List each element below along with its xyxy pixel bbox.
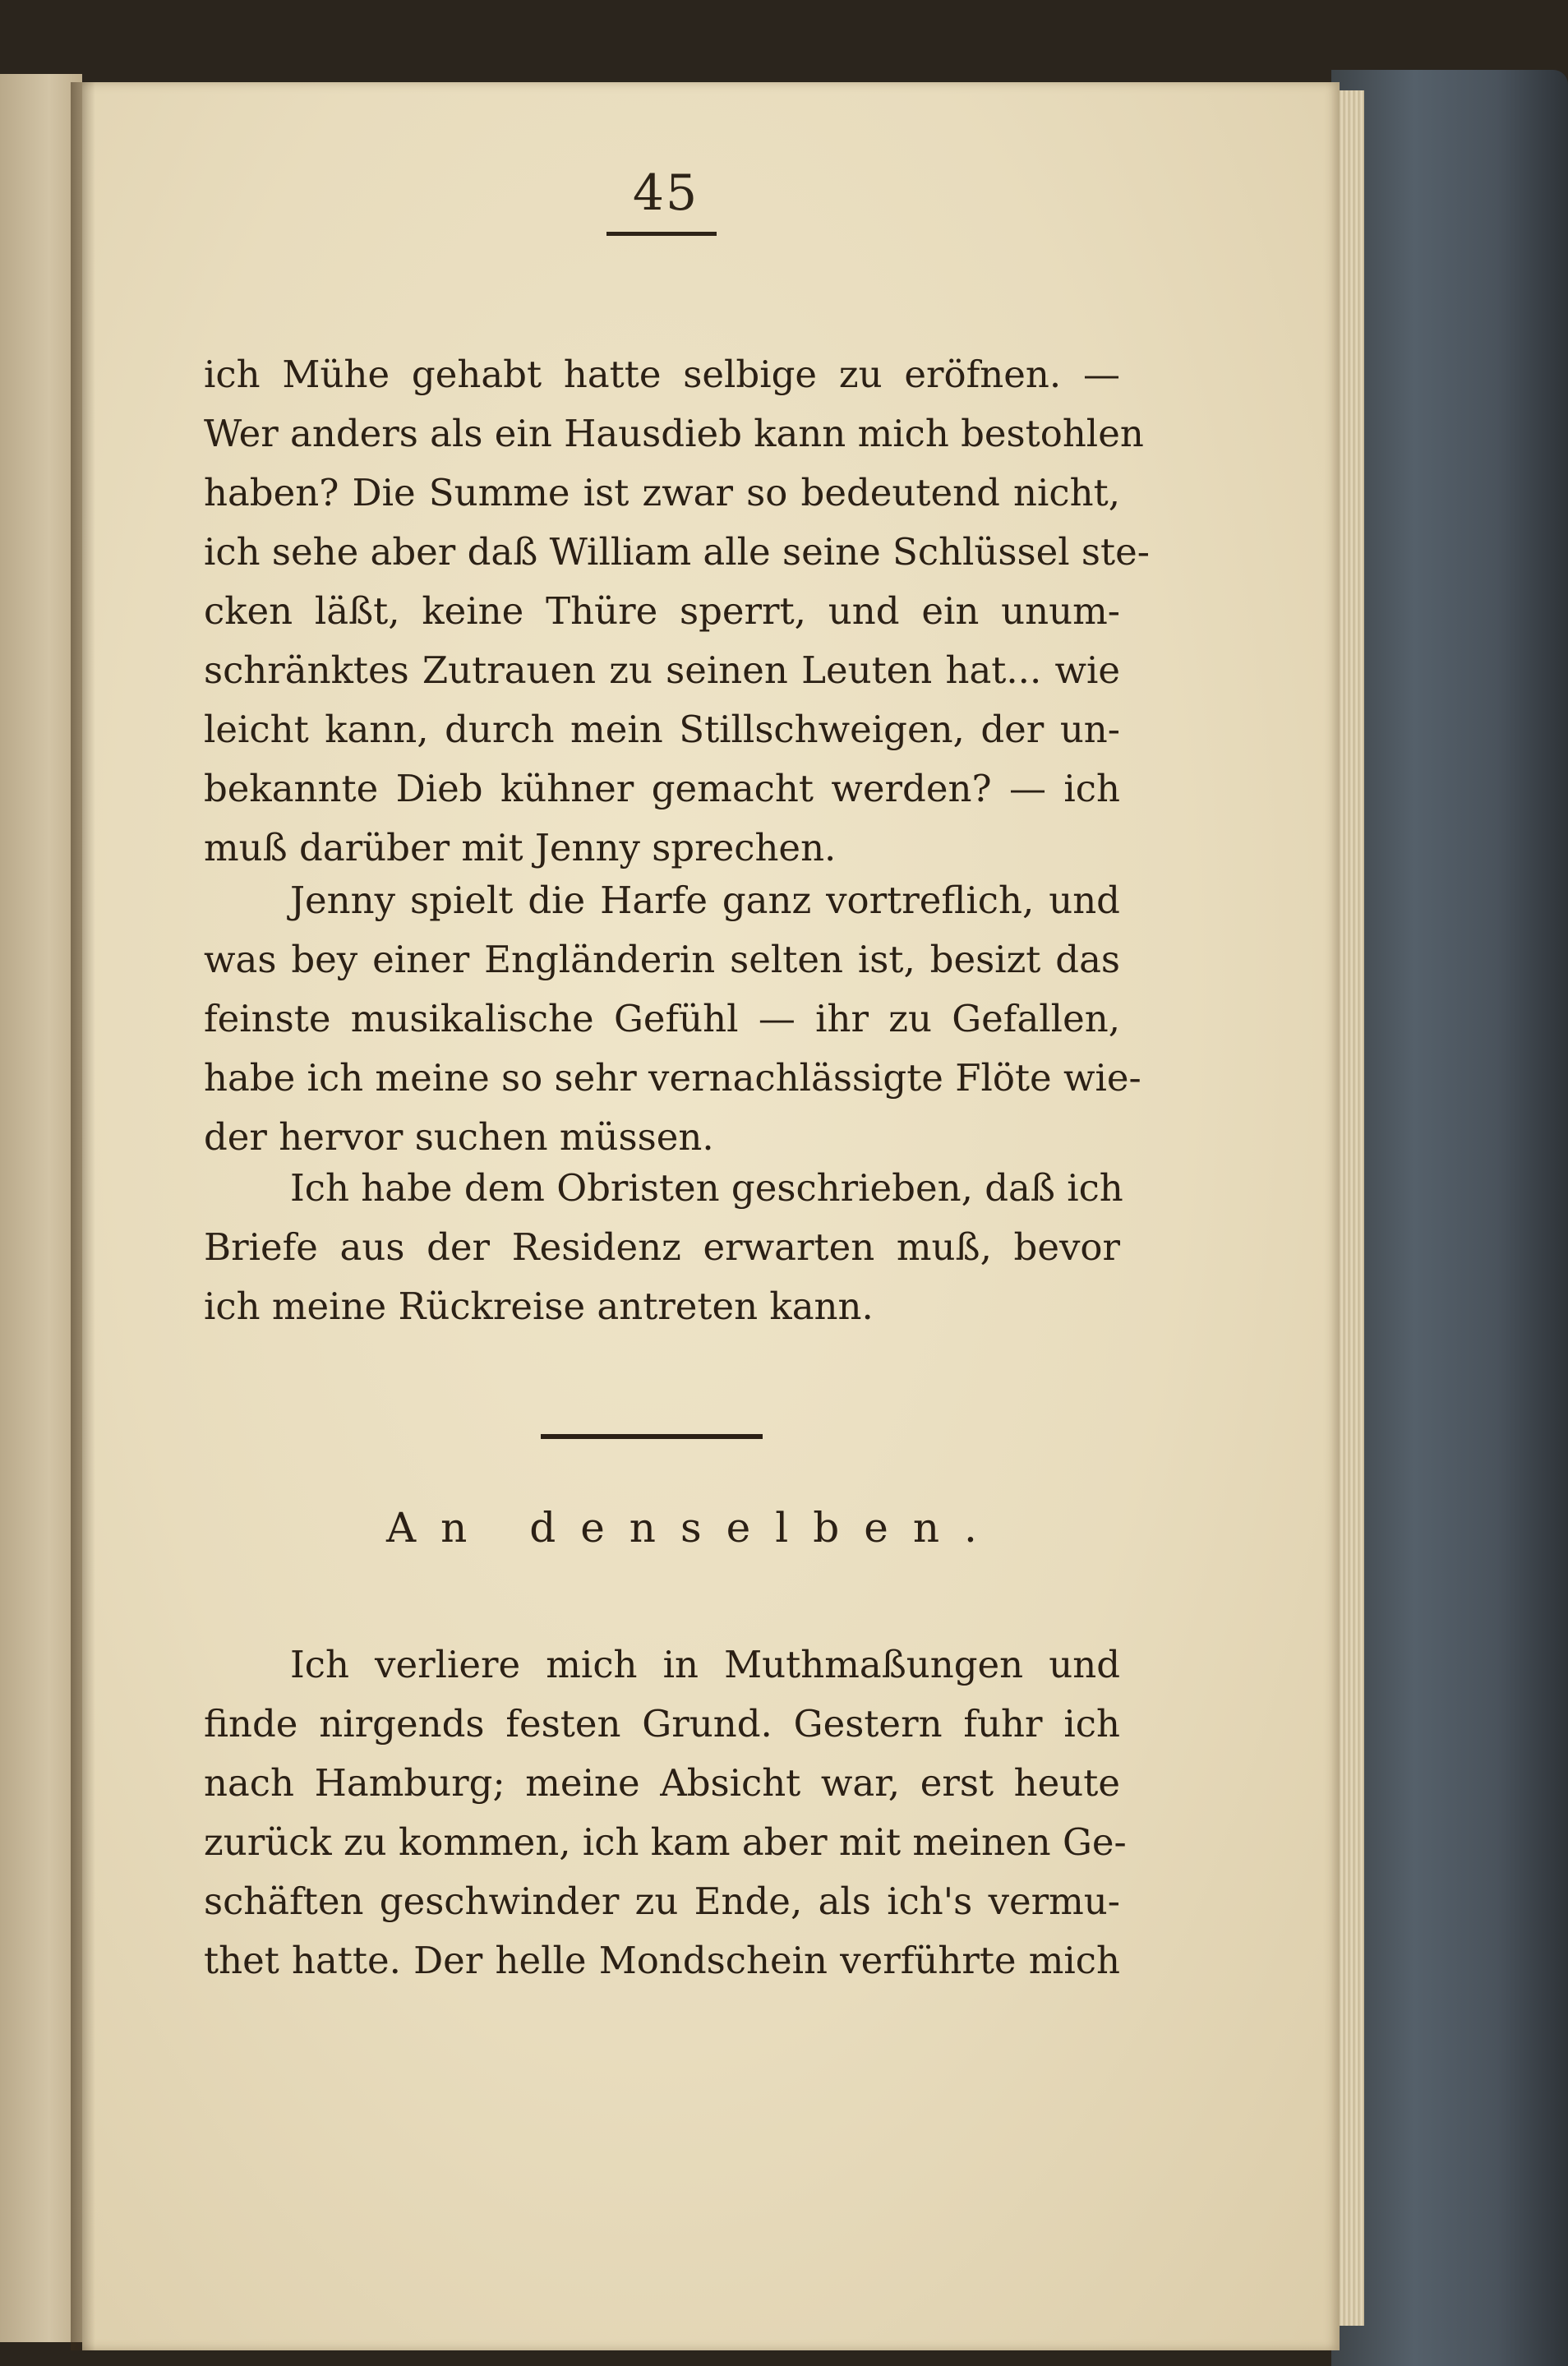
text-line: Briefe aus der Residenz erwarten muß, bevor bbox=[204, 1225, 1120, 1269]
text-line: finde nirgends festen Grund. Gestern fuhr ich bbox=[204, 1702, 1120, 1746]
text-line: bekannte Dieb kühner gemacht werden? — ich bbox=[204, 767, 1120, 810]
text-line: nach Hamburg; meine Absicht war, erst heute bbox=[204, 1761, 1120, 1805]
text-line: was bey einer Engländerin selten ist, besizt das bbox=[204, 938, 1120, 981]
section-heading: An denselben. bbox=[386, 1504, 1002, 1552]
text-line: schäften geschwinder zu Ende, als ich's vermu- bbox=[204, 1879, 1120, 1923]
paragraph-1 bbox=[204, 345, 1150, 878]
text-line: thet hatte. Der helle Mondschein verführte mich bbox=[204, 1939, 1120, 1982]
book-cover bbox=[1331, 70, 1568, 2366]
text-line: Jenny spielt die Harfe ganz vortreflich, und bbox=[290, 879, 1120, 922]
text-line: muß darüber mit Jenny sprechen. bbox=[204, 826, 837, 869]
text-line: der hervor suchen müssen. bbox=[204, 1115, 714, 1159]
previous-page-edge bbox=[0, 74, 82, 2342]
text-line: Ich habe dem Obristen geschrieben, daß ich bbox=[290, 1166, 1123, 1210]
paragraph-4 bbox=[204, 1635, 1127, 1990]
text-line: zurück zu kommen, ich kam aber mit meinen Ge- bbox=[204, 1820, 1127, 1864]
text-line: ich meine Rückreise antreten kann. bbox=[204, 1284, 874, 1328]
text-line: leicht kann, durch mein Stillschweigen, der un- bbox=[204, 708, 1120, 751]
paragraph-2 bbox=[204, 871, 1141, 1167]
text-line: Wer anders als ein Hausdieb kann mich bestohlen bbox=[204, 412, 1144, 455]
page-number: 45 bbox=[632, 164, 699, 222]
gutter-shadow bbox=[71, 82, 95, 2350]
text-line: ich Mühe gehabt hatte selbige zu eröfnen. — bbox=[204, 353, 1120, 396]
paragraph-3 bbox=[204, 1159, 1123, 1336]
text-line: Ich verliere mich in Muthmaßungen und bbox=[290, 1643, 1120, 1686]
text-line: habe ich meine so sehr vernachlässigte Flöte wie- bbox=[204, 1056, 1141, 1100]
page-number-underline bbox=[606, 232, 717, 236]
text-line: cken läßt, keine Thüre sperrt, und ein unum- bbox=[204, 589, 1120, 633]
text-line: schränktes Zutrauen zu seinen Leuten hat... wie bbox=[204, 648, 1120, 692]
text-line: ich sehe aber daß William alle seine Schlüssel ste- bbox=[204, 530, 1150, 574]
section-divider bbox=[541, 1434, 763, 1439]
text-line: feinste musikalische Gefühl — ihr zu Gefallen, bbox=[204, 997, 1120, 1040]
text-line: haben? Die Summe ist zwar so bedeutend nicht, bbox=[204, 471, 1120, 514]
